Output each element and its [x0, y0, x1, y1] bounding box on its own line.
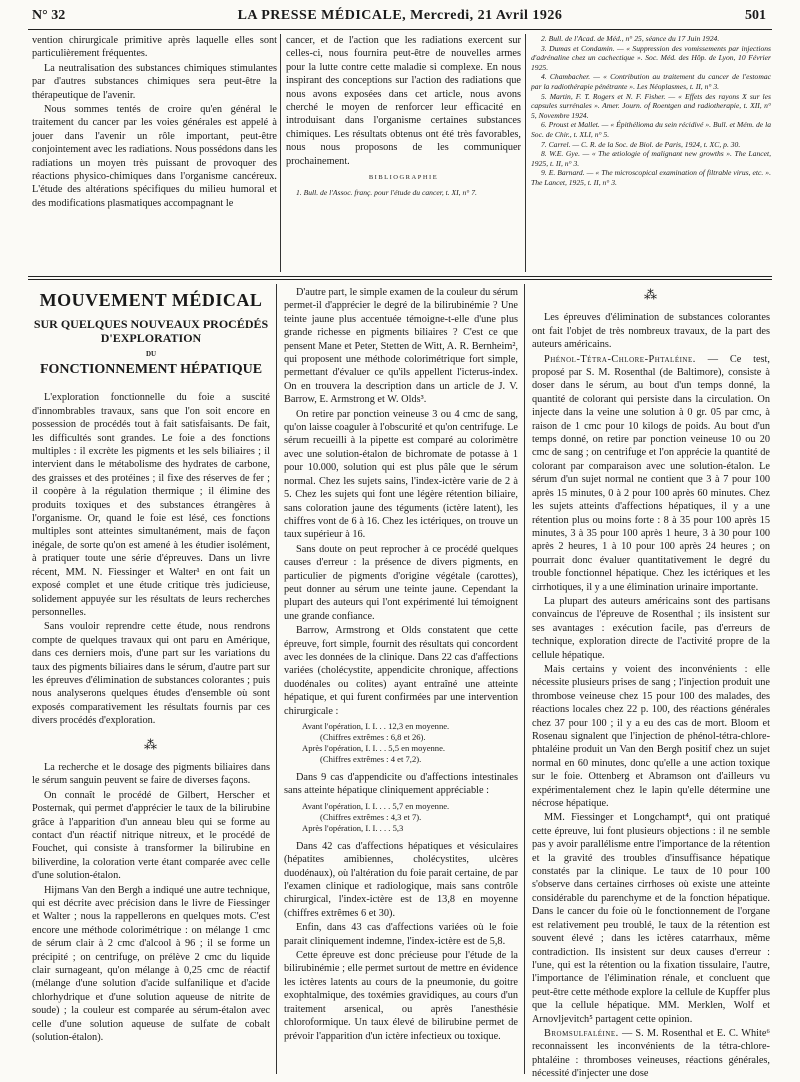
column-divider [525, 34, 526, 272]
reference-entry: 3. Dumas et Condamin. — « Suppression des vomissements par injections d'adrénaline chez un cachectique ». Soc. Méd. des Hôp. de Lyon, 10 Février 1925. [531, 43, 771, 72]
paragraph: L'exploration fonctionnelle du foie a suscité d'innombrables travaux, sans que l'on soit encore en possession de procédés tout à fait satisfaisants. De fait, les difficultés sont grandes. Le foie a des fonctions multiples : il excrète les pigments et les sels biliaires ; il intervient dans le métabolisme des hydrates de carbone, des graisses et des protéines ; il fixe des réserves de fer ; il coopère à la régulation thermique ; il élimine des produits toxiques et des substances étrangères à l'organisme. Or, quand le foie est lésé, ces fonctions multiples sont atteintes simultanément, mais de façon inégale, de sorte qu'on est amené à les étudier isolément, à pratiquer toute une série d'épreuves. Dans un livre récent, MM. N. Fiessinger et Walter¹ en ont fait un exposé complet et une étude critique très judicieuse, solidement appuyée sur les résultats de leurs recherches personnelles. [32, 392, 270, 618]
column-divider [524, 284, 525, 1074]
header-rule [28, 29, 772, 30]
top-left-column [32, 34, 277, 211]
paragraph: D'autre part, le simple examen de la couleur du sérum permet-il d'apprécier le degré de la bilirubinémie ? Une teinte jaune plus accentuée témoigne-t-elle d'une plus grande richesse en pigments biliaires ? C'est ce que pensent Mane et Peter, Stetten de Witt, A. R. Bernheim², qui proposent une méthode colorimétrique fort simple, permettant d'évaluer ce qu'ils appellent l'icterus-index. On en trouvera la description dans un article de J. V. Barrow, E. Armstrong et W. Olds³. [284, 287, 519, 406]
issue-number: N° 32 [32, 8, 66, 23]
table-line: (Chiffres extrêmes : 6,8 et 26). [320, 732, 426, 742]
subsection-label: Phénol-Tétra-Chlore-Phtaléine. [544, 353, 696, 365]
section-title: MOUVEMENT MÉDICAL [39, 290, 263, 310]
reference-entry: 5. Martin, F. T. Rogers et N. F. Fisher. — « Effets des rayons X sur les capsules surrénales ». Amer. Journ. of Roentgen and radiotherapie, t. XII, n° 5, Novembre 1924. [531, 91, 771, 120]
paragraph: Barrow, Armstrong et Olds constatent que cette épreuve, fort simple, fournit des résultats qui concordent avec les données de la clinique. Dans 22 cas d'affections variées (cholécystite, appendicite chronique, affections duodénales ou colites) ayant entraîné une atteinte hépatique, et qui furent confirmées par une intervention chirurgicale : [284, 625, 518, 717]
table-line: Après l'opération, I. I. . . 5,5 en moyenne. [302, 743, 446, 753]
paragraph [532, 1027, 770, 1081]
article-title-line: SUR QUELQUES NOUVEAUX PROCÉDÉS [33, 317, 269, 332]
paragraph-text: — S. M. Rosenthal et E. C. White⁶ reconnaissent les inconvénients de la tétra-chlore-phtaléine : thromboses veineuses, réactions générales, nécessité d'injecter une dose [532, 1027, 770, 1080]
reference-entry: 9. E. Barnard. — « The microscopical examination of filtrable virus, etc. ». The Lancet, 1925, t. II, n° 3. [531, 168, 771, 187]
section-separator: ⁂ [144, 736, 158, 752]
paragraph: MM. Fiessinger et Longchampt⁴, qui ont pratiqué cette épreuve, lui font plusieurs objections : il ne semble pas y avoir parallélisme entre l'importance de la rétention et la gravité des troubles d'insuffisance hépatique constatés par la clinique. Le taux de 10 pour 100 s'observe dans certaines cirrhoses où existe une atteinte considérable du parenchyme et de la fonction hépatique. Dans le cancer du foie où le fonctionnement de l'organe est relativement peu troublé, le taux de la rétention est souvent élevé ; dans les ictères catarrhaux, même contradiction. Ils insistent sur deux causes d'erreur : l'une, qui est la rétention ou la fixation tissulaire, l'autre, l'importance de l'élimination rénale, et concluent que peut-être cette méthode explore la cellule de Kupffer plus que la cellule hépatique. MM. Merklen, Wolf et Arnovljevitch⁵ partagent cette opinion. [532, 812, 770, 1025]
reference-entry: 2. Bull. de l'Acad. de Méd., n° 25, séance du 17 Juin 1924. [541, 34, 720, 43]
bibliography-entry: 1. Bull. de l'Assoc. franç. pour l'étude du cancer, t. XI, n° 7. [296, 188, 477, 198]
paragraph: vention chirurgicale primitive après laquelle elles sont particulièrement fréquentes. [32, 35, 277, 60]
subsection-label: Bromsulfaléine. [544, 1027, 619, 1039]
paragraph: Sans vouloir reprendre cette étude, nous rendrons compte de quelques travaux qui ont paru en Amérique, dans ces derniers mois, d'une part sur les variations du taux des pigments biliaires dans le sérum, d'autre part sur les épreuves d'élimination de substances colorantes ; puis nous analyserons quelques études d'ensemble où sont exposés comparativement les résultats fournis par ces divers procédés d'exploration. [32, 621, 270, 727]
paragraph: Dans 9 cas d'appendicite ou d'affections intestinales sans atteinte hépatique cliniquement appréciable : [284, 772, 518, 797]
main-column-1 [32, 286, 270, 1046]
paragraph: La plupart des auteurs américains sont des partisans convaincus de l'épreuve de Rosenthal ; ils insistent sur ses avantages : exécution facile, pas d'erreurs de technique, exploration directe de l'activité propre de la cellule hépatique. [532, 595, 770, 661]
article-title-line: DU [145, 350, 157, 359]
main-column-3 [532, 286, 770, 1082]
reference-entry: 7. Carrel. — C. R. de la Soc. de Biol. de Paris, 1924, t. XC, p. 30. [541, 139, 741, 149]
paragraph-text: — Ce test, proposé par S. M. Rosenthal (de Baltimore), consiste à doser dans le sérum, au bout d'un temps donné, la quantité de colorant qui persiste dans la circulation. On injecte dans la veine une solution à 0 gr. 05 par cmc, à raison de 1 cmc pour 10 kilogs de poids. Au bout d'un temps donné, on retire par ponction veineuse 10 ou 20 cmc de sang ; on centrifuge et l'on apprécie la quantité de colorant par comparaison avec une solution-étalon. Le sérum d'un sujet normal ne contient que 3 à 7 pour 100 après 15 minutes, 0 à 2 pour 100 après 60 minutes. Chez les sujets atteints d'affections hépatiques, il y a une rétention plus ou moins forte : 8 à 35 pour 100 après 15 minutes, 3 à 35 pour 100 après 1 heure, 3 à 30 pour 100 après 2 heures, 1 à 10 pour 100 après 24 heures ; on pourrait donc évaluer quantitativement le degré du trouble fonctionnel hépatique. Chez les ictériques et les cirrhotiques, il y a une élimination urinaire importante. [532, 353, 770, 593]
section-separator: ⁂ [644, 287, 658, 302]
table-line: (Chiffres extrêmes : 4,3 et 7). [320, 811, 422, 822]
reference-entry: 6. Proust et Mallet. — « Épithélioma du sein récidivé ». Bull. et Mém. de la Soc. de Chir., t. XLI, n° 5. [531, 120, 771, 139]
running-header [28, 8, 772, 28]
table-line: Avant l'opération, I. I. . . 12,3 en moyenne. [302, 721, 450, 731]
page-number: 501 [745, 8, 766, 23]
article-title [32, 317, 270, 377]
section-rule [28, 276, 772, 277]
article-title-line: FONCTIONNEMENT HÉPATIQUE [39, 362, 263, 378]
paragraph: cancer, et de l'action que les radiations exercent sur celles-ci, nous fournira peut-être de nouvelles armes pour la lutte contre cette maladie si complexe. En nous inspirant des conceptions sur l'action des radiations que nous avons exposées dans cet article, nous avons cherché le moyen de renforcer leur efficacité en introduisant dans l'organisme certaines substances chimiques. Les résultats obtenus ont été très favorables, nous nous proposons de les communiquer prochainement. [286, 35, 521, 167]
top-middle-column [286, 34, 521, 198]
reference-entry: 8. W.E. Gye. — « The ætiologie of malignant new growths ». The Lancet, 1925, t. II, n° 3. [531, 149, 771, 168]
column-divider [280, 34, 281, 272]
reference-entry: 4. Chambacher. — « Contribution au traitement du cancer de l'estomac par la radiothérapie pénétrante ». Les Néoplasmes, t. II, n° 3. [531, 72, 771, 91]
top-right-references [531, 34, 771, 188]
paragraph: Hijmans Van den Bergh a indiqué une autre technique, qui est décrite avec précision dans le livre de Fiessinger et Walter ; nous la rappellerons en quelques mots. C'est encore une méthode colorimétrique : on mélange 1 cmc de sérum clair à 2 cmc d'alcool à 96 ; il se forme un précipité ; on centrifuge, on prélève 2 cmc du liquide clair surnageant, qu'on mélange à 0,25 cmc de réactif (mélange d'une solution d'acide sulfanilique et d'acide chlorhydrique et d'une solution aqueuse de nitrite de soude) ; la couleur est comparée au sérum-étalon avec celle d'une solution aqueuse de sulfate de cobalt (solution-étalon). [32, 884, 270, 1044]
paragraph: On retire par ponction veineuse 3 ou 4 cmc de sang, qu'on laisse coaguler à l'obscurité et qu'on centrifuge. Le sérum recueilli à la pipette est comparé au colorimètre avec une solution-étalon de bichromate de potasse à 1 pour 10.000, solution qui est plus pâle que le sérum normal. Chez les sujets sains, l'index-ictère varie de 2 à 5. Chez les sujets qui font une légère rétention biliaire, sans coloration jaune des téguments (ictère latent), les chiffres vont de 6 à 16. Chez les ictériques, on trouve un taux supérieur à 16. [284, 408, 518, 541]
results-table [302, 721, 518, 765]
paragraph: Enfin, dans 43 cas d'affections variées où le foie parait cliniquement indemne, l'index-ictère est de 5,8. [284, 922, 518, 947]
paragraph: Les épreuves d'élimination de substances colorantes ont fait l'objet de très nombreux travaux, de la part des auteurs américains. [532, 312, 770, 351]
table-line: Avant l'opération, I. I. . . . 5,7 en moyenne. [302, 800, 450, 811]
paragraph: La neutralisation des substances chimiques stimulantes par d'autres substances chimiques sera peut-être la thérapeutique de l'avenir. [32, 62, 277, 101]
paragraph: Dans 42 cas d'affections hépatiques et vésiculaires (hépatites amibiennes, cholécystites, ulcères duodénaux), où l'altération du foie parait certaine, de par l'examen clinique et radiologique, mais sans contrôle chirurgical, l'index-ictère est de 13,8 en moyenne (chiffres extrêmes 6 et 30). [284, 840, 518, 919]
table-line: (Chiffres extrêmes : 4 et 7,2). [320, 754, 422, 764]
column-divider [276, 284, 277, 1074]
results-table [302, 801, 518, 834]
bibliography-heading: BIBLIOGRAPHIE [368, 174, 439, 182]
paragraph: Cette épreuve est donc précieuse pour l'étude de la bilirubinémie ; elle permet surtout de mettre en évidence les ictères latents au cours de la pneumonie, du goitre exophtalmique, des toxémies gravidiques, au cours d'un traitement arsenical, ou après l'anesthésie chloroformique. Un taux élevé de bilirubine permet de prévoir l'apparition d'un ictère infectieux ou toxique. [284, 950, 518, 1042]
section-rule [28, 279, 772, 280]
journal-title: LA PRESSE MÉDICALE, Mercredi, 21 Avril 1926 [237, 8, 563, 23]
paragraph: Mais certains y voient des inconvénients : elle nécessite plusieurs prises de sang ; l'injection produit une thrombose veineuse chez 15 pour 100 des malades, des réactions locales chez 22 p. 100, des réactions générales chez 37 pour 100 ; il y a eu des cas de mort. Bloom et Rosenau signalent que l'injection de phénol-tétra-chlore-phtaléine produit un Van den Bergh positif chez un sujet normal en 60 minutes, donc qu'elle a une action toxique sur le foie. Ottenberg et Abramson ont d'ailleurs vu expérimentalement chez le lapin qu'elle détermine une nécrose hépatique. [532, 663, 770, 810]
paragraph: La recherche et le dosage des pigments biliaires dans le sérum sanguin peuvent se faire de diverses façons. [32, 761, 270, 787]
paragraph: Nous sommes tentés de croire qu'en général le traitement du cancer par les voies générales est appelé à jouer dans l'avenir un rôle important, peut-être conjointement avec les radiations. Nous possédons dans les radiations un moyen très puissant de provoquer des réactions physico-chimiques dans l'organisme cancéreux. L'étude des altérations spécifiques du milieu humoral et des modifications plasmatiques accompagnant le [32, 104, 277, 209]
article-title-line: D'EXPLORATION [100, 331, 202, 346]
main-column-2 [284, 286, 518, 1044]
paragraph: On connaît le procédé de Gilbert, Herscher et Posternak, qui permet d'apprécier le taux de la bilirubine grâce à l'apparition d'un anneau bleu qui se forme au contact d'un réactif nitrique nitreux, et le procédé de Fouchet, qui consiste à transformer la bilirubine en biliverdine, la coloration verte étant comparée avec celle d'une solution-étalon. [32, 789, 270, 882]
paragraph: Sans doute on peut reprocher à ce procédé quelques causes d'erreur : la présence de divers pigments, en particulier de pigments d'origine végétale (carottes), peut donner au sérum une teinte jaune. Cependant la plupart des auteurs qui l'ont expérimenté lui témoignent une grande confiance. [284, 543, 518, 622]
table-line: Après l'opération, I. I. . . . 5,3 [302, 822, 404, 833]
paragraph [532, 353, 770, 594]
